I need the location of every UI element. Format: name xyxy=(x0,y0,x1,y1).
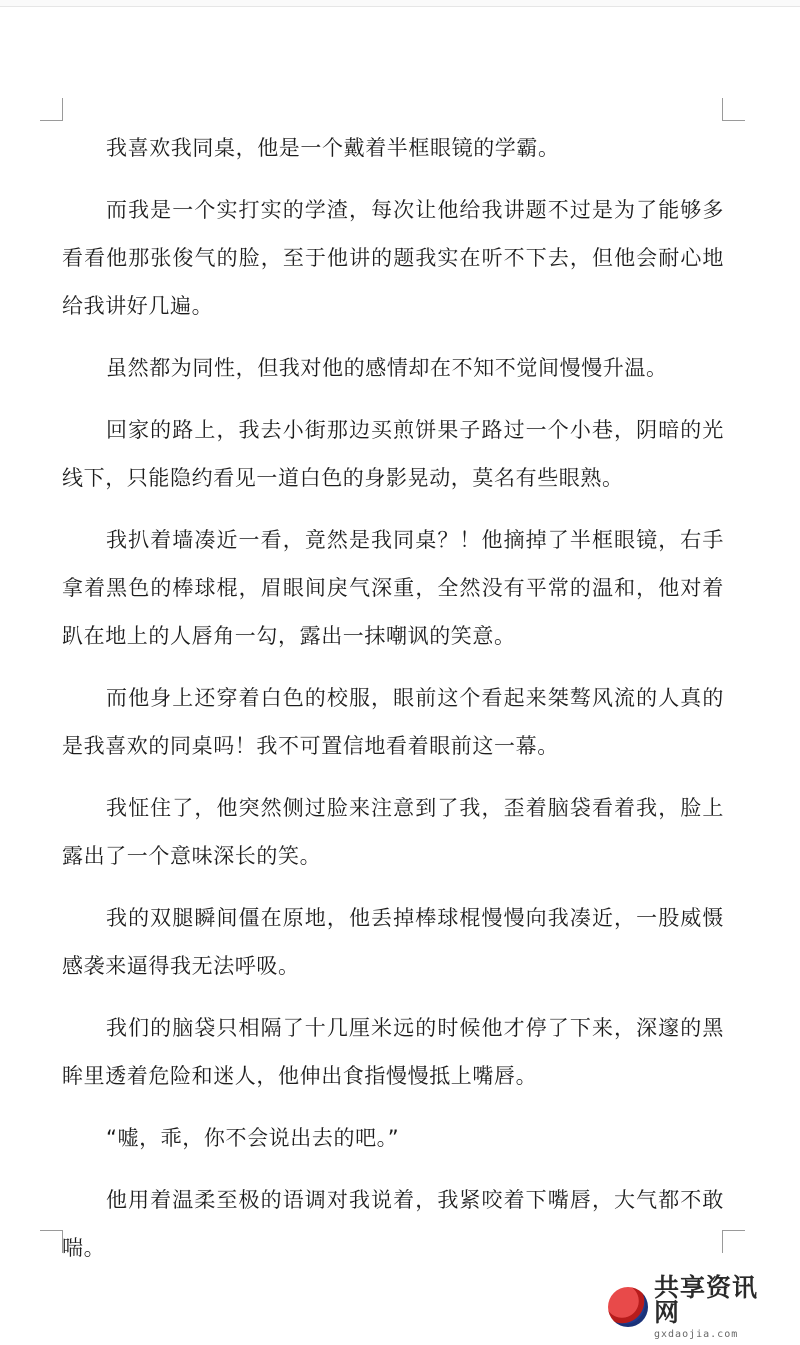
paragraph: “嘘，乖，你不会说出去的吧。” xyxy=(106,1126,400,1150)
watermark-title: 共享资讯网 xyxy=(654,1272,759,1327)
corner-mark-top-right xyxy=(722,98,745,121)
corner-mark-bottom-right xyxy=(722,1230,745,1253)
document-body xyxy=(62,124,724,1286)
paragraph: 我喜欢我同桌，他是一个戴着半框眼镜的学霸。 xyxy=(106,136,560,160)
paragraph: 他用着温柔至极的语调对我说着，我紧咬着下嘴唇，大气都不敢喘。 xyxy=(62,1188,724,1260)
paragraph: 我扒着墙凑近一看，竟然是我同桌？！他摘掉了半框眼镜，右手拿着黑色的棒球棍，眉眼间戾气深重，全然没有平常的温和，他对着趴在地上的人唇角一勾，露出一抹嘲讽的笑意。 xyxy=(62,528,724,648)
corner-mark-top-left xyxy=(40,98,63,121)
corner-mark-bottom-left xyxy=(40,1230,63,1253)
paragraph: 我们的脑袋只相隔了十几厘米远的时候他才停了下来，深邃的黑眸里透着危险和迷人，他伸出食指慢慢抵上嘴唇。 xyxy=(62,1016,724,1088)
paragraph: 而我是一个实打实的学渣，每次让他给我讲题不过是为了能够多看看他那张俊气的脸，至于他讲的题我实在听不下去，但他会耐心地给我讲好几遍。 xyxy=(62,198,724,318)
watermark-domain: gxdaojia.com xyxy=(654,1328,739,1340)
paragraph: 我怔住了，他突然侧过脸来注意到了我，歪着脑袋看着我，脸上露出了一个意味深长的笑。 xyxy=(62,796,724,868)
paragraph: 我的双腿瞬间僵在原地，他丢掉棒球棍慢慢向我凑近，一股威慑感袭来逼得我无法呼吸。 xyxy=(62,906,724,978)
paragraph: 而他身上还穿着白色的校服，眼前这个看起来桀骜风流的人真的是我喜欢的同桌吗！我不可置信地看着眼前这一幕。 xyxy=(62,686,724,758)
paragraph: 回家的路上，我去小街那边买煎饼果子路过一个小巷，阴暗的光线下，只能隐约看见一道白色的身影晃动，莫名有些眼熟。 xyxy=(62,418,724,490)
site-watermark xyxy=(608,1272,778,1340)
page-top-edge xyxy=(0,0,800,7)
watermark-text xyxy=(654,1272,778,1340)
paragraph: 虽然都为同性，但我对他的感情却在不知不觉间慢慢升温。 xyxy=(106,356,668,380)
globe-logo-icon xyxy=(608,1287,648,1327)
